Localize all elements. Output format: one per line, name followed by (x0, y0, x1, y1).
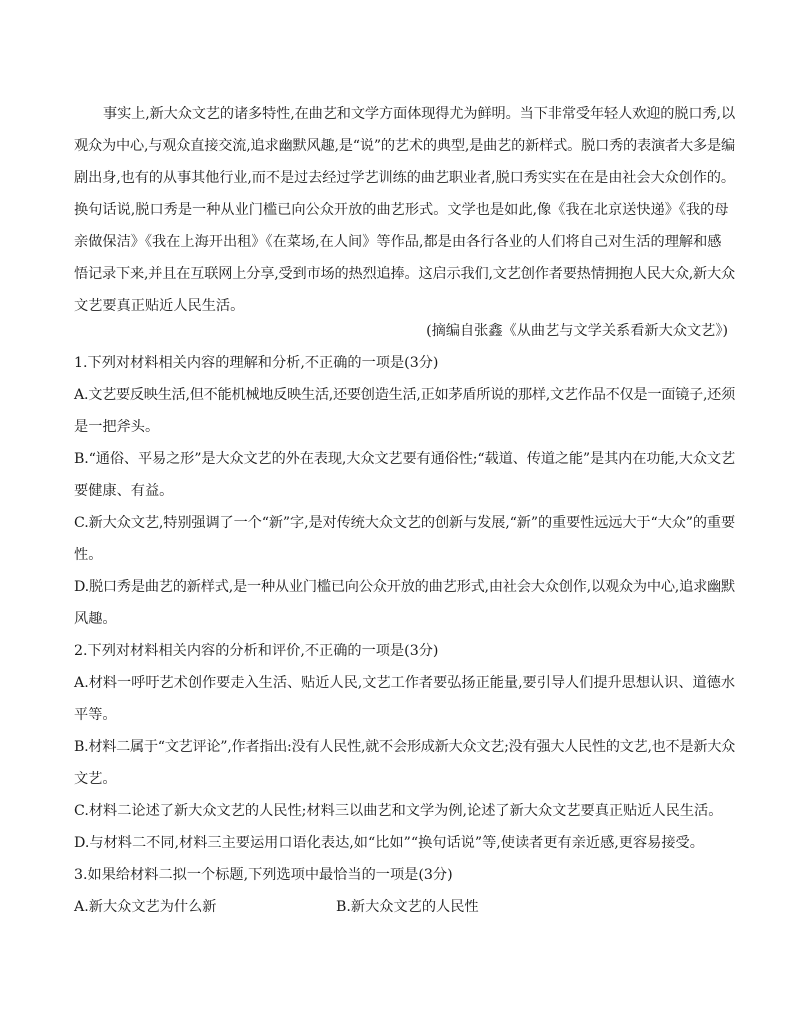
passage-line-4: 换句话说,脱口秀是一种从业门槛已向公众开放的曲艺形式。文学也是如此,像《我在北京送快递》《我的母 (74, 202, 729, 218)
q1-stem: 1.下列对材料相关内容的理解和分析,不正确的一项是(3分) (74, 355, 439, 371)
q1-option-c-line-2: 性。 (74, 547, 103, 563)
q3-option-b: B.新大众文艺的人民性 (336, 899, 479, 915)
passage-line-1: 事实上,新大众文艺的诸多特性,在曲艺和文学方面体现得尤为鲜明。当下非常受年轻人欢迎的脱口秀,以 (103, 106, 736, 122)
q1-option-d-line-2: 风趣。 (74, 611, 117, 627)
q1-option-d-line-1: D.脱口秀是曲艺的新样式,是一种从业门槛已向公众开放的曲艺形式,由社会大众创作,以观众为中心,追求幽默 (74, 579, 735, 595)
passage-line-2: 观众为中心,与观众直接交流,追求幽默风趣,是“说”的艺术的典型,是曲艺的新样式。脱口秀的表演者大多是编 (74, 138, 735, 154)
q2-option-a-line-1: A.材料一呼吁艺术创作要走入生活、贴近人民,文艺工作者要弘扬正能量,要引导人们提升思想认识、道德水 (74, 675, 735, 691)
q1-option-b-line-2: 要健康、有益。 (74, 483, 174, 499)
q1-option-c-line-1: C.新大众文艺,特别强调了一个“新”字,是对传统大众文艺的创新与发展,“新”的重要性远远大于“大众”的重要 (74, 515, 736, 531)
q2-option-c: C.材料二论述了新大众文艺的人民性;材料三以曲艺和文学为例,论述了新大众文艺要真正贴近人民生活。 (74, 803, 723, 819)
passage-line-3: 剧出身,也有的从事其他行业,而不是过去经过学艺训练的曲艺职业者,脱口秀实实在在是由社会大众创作的。 (74, 170, 735, 186)
q2-option-a-line-2: 平等。 (74, 707, 117, 723)
passage-source: (摘编自张鑫《从曲艺与文学关系看新大众文艺》) (426, 323, 728, 339)
q2-option-b-line-2: 文艺。 (74, 771, 117, 787)
q2-stem: 2.下列对材料相关内容的分析和评价,不正确的一项是(3分) (74, 643, 439, 659)
q1-option-a-line-2: 是一把斧头。 (74, 419, 160, 435)
q3-stem: 3.如果给材料二拟一个标题,下列选项中最恰当的一项是(3分) (74, 867, 453, 883)
passage-line-5: 亲做保洁》《我在上海开出租》《在菜场,在人间》等作品,都是由各行各业的人们将自己对生活的理解和感 (74, 234, 722, 250)
q1-option-a-line-1: A.文艺要反映生活,但不能机械地反映生活,还要创造生活,正如茅盾所说的那样,文艺作品不仅是一面镜子,还须 (74, 387, 735, 403)
passage-line-6: 悟记录下来,并且在互联网上分享,受到市场的热烈追捧。这启示我们,文艺创作者要热情拥抱人民大众,新大众 (74, 266, 736, 282)
q2-option-b-line-1: B.材料二属于“文艺评论”,作者指出:没有人民性,就不会形成新大众文艺;没有强大人民性的文艺,也不是新大众 (74, 739, 735, 755)
q3-option-a: A.新大众文艺为什么新 (74, 899, 217, 915)
q1-option-b-line-1: B.“通俗、平易之形”是大众文艺的外在表现,大众文艺要有通俗性;“载道、传道之能”是其内在功能,大众文艺 (74, 451, 736, 467)
q2-option-d: D.与材料二不同,材料三主要运用口语化表达,如“比如”“换句话说”等,使读者更有亲近感,更容易接受。 (74, 835, 704, 851)
passage-line-7: 文艺要真正贴近人民生活。 (74, 298, 245, 314)
